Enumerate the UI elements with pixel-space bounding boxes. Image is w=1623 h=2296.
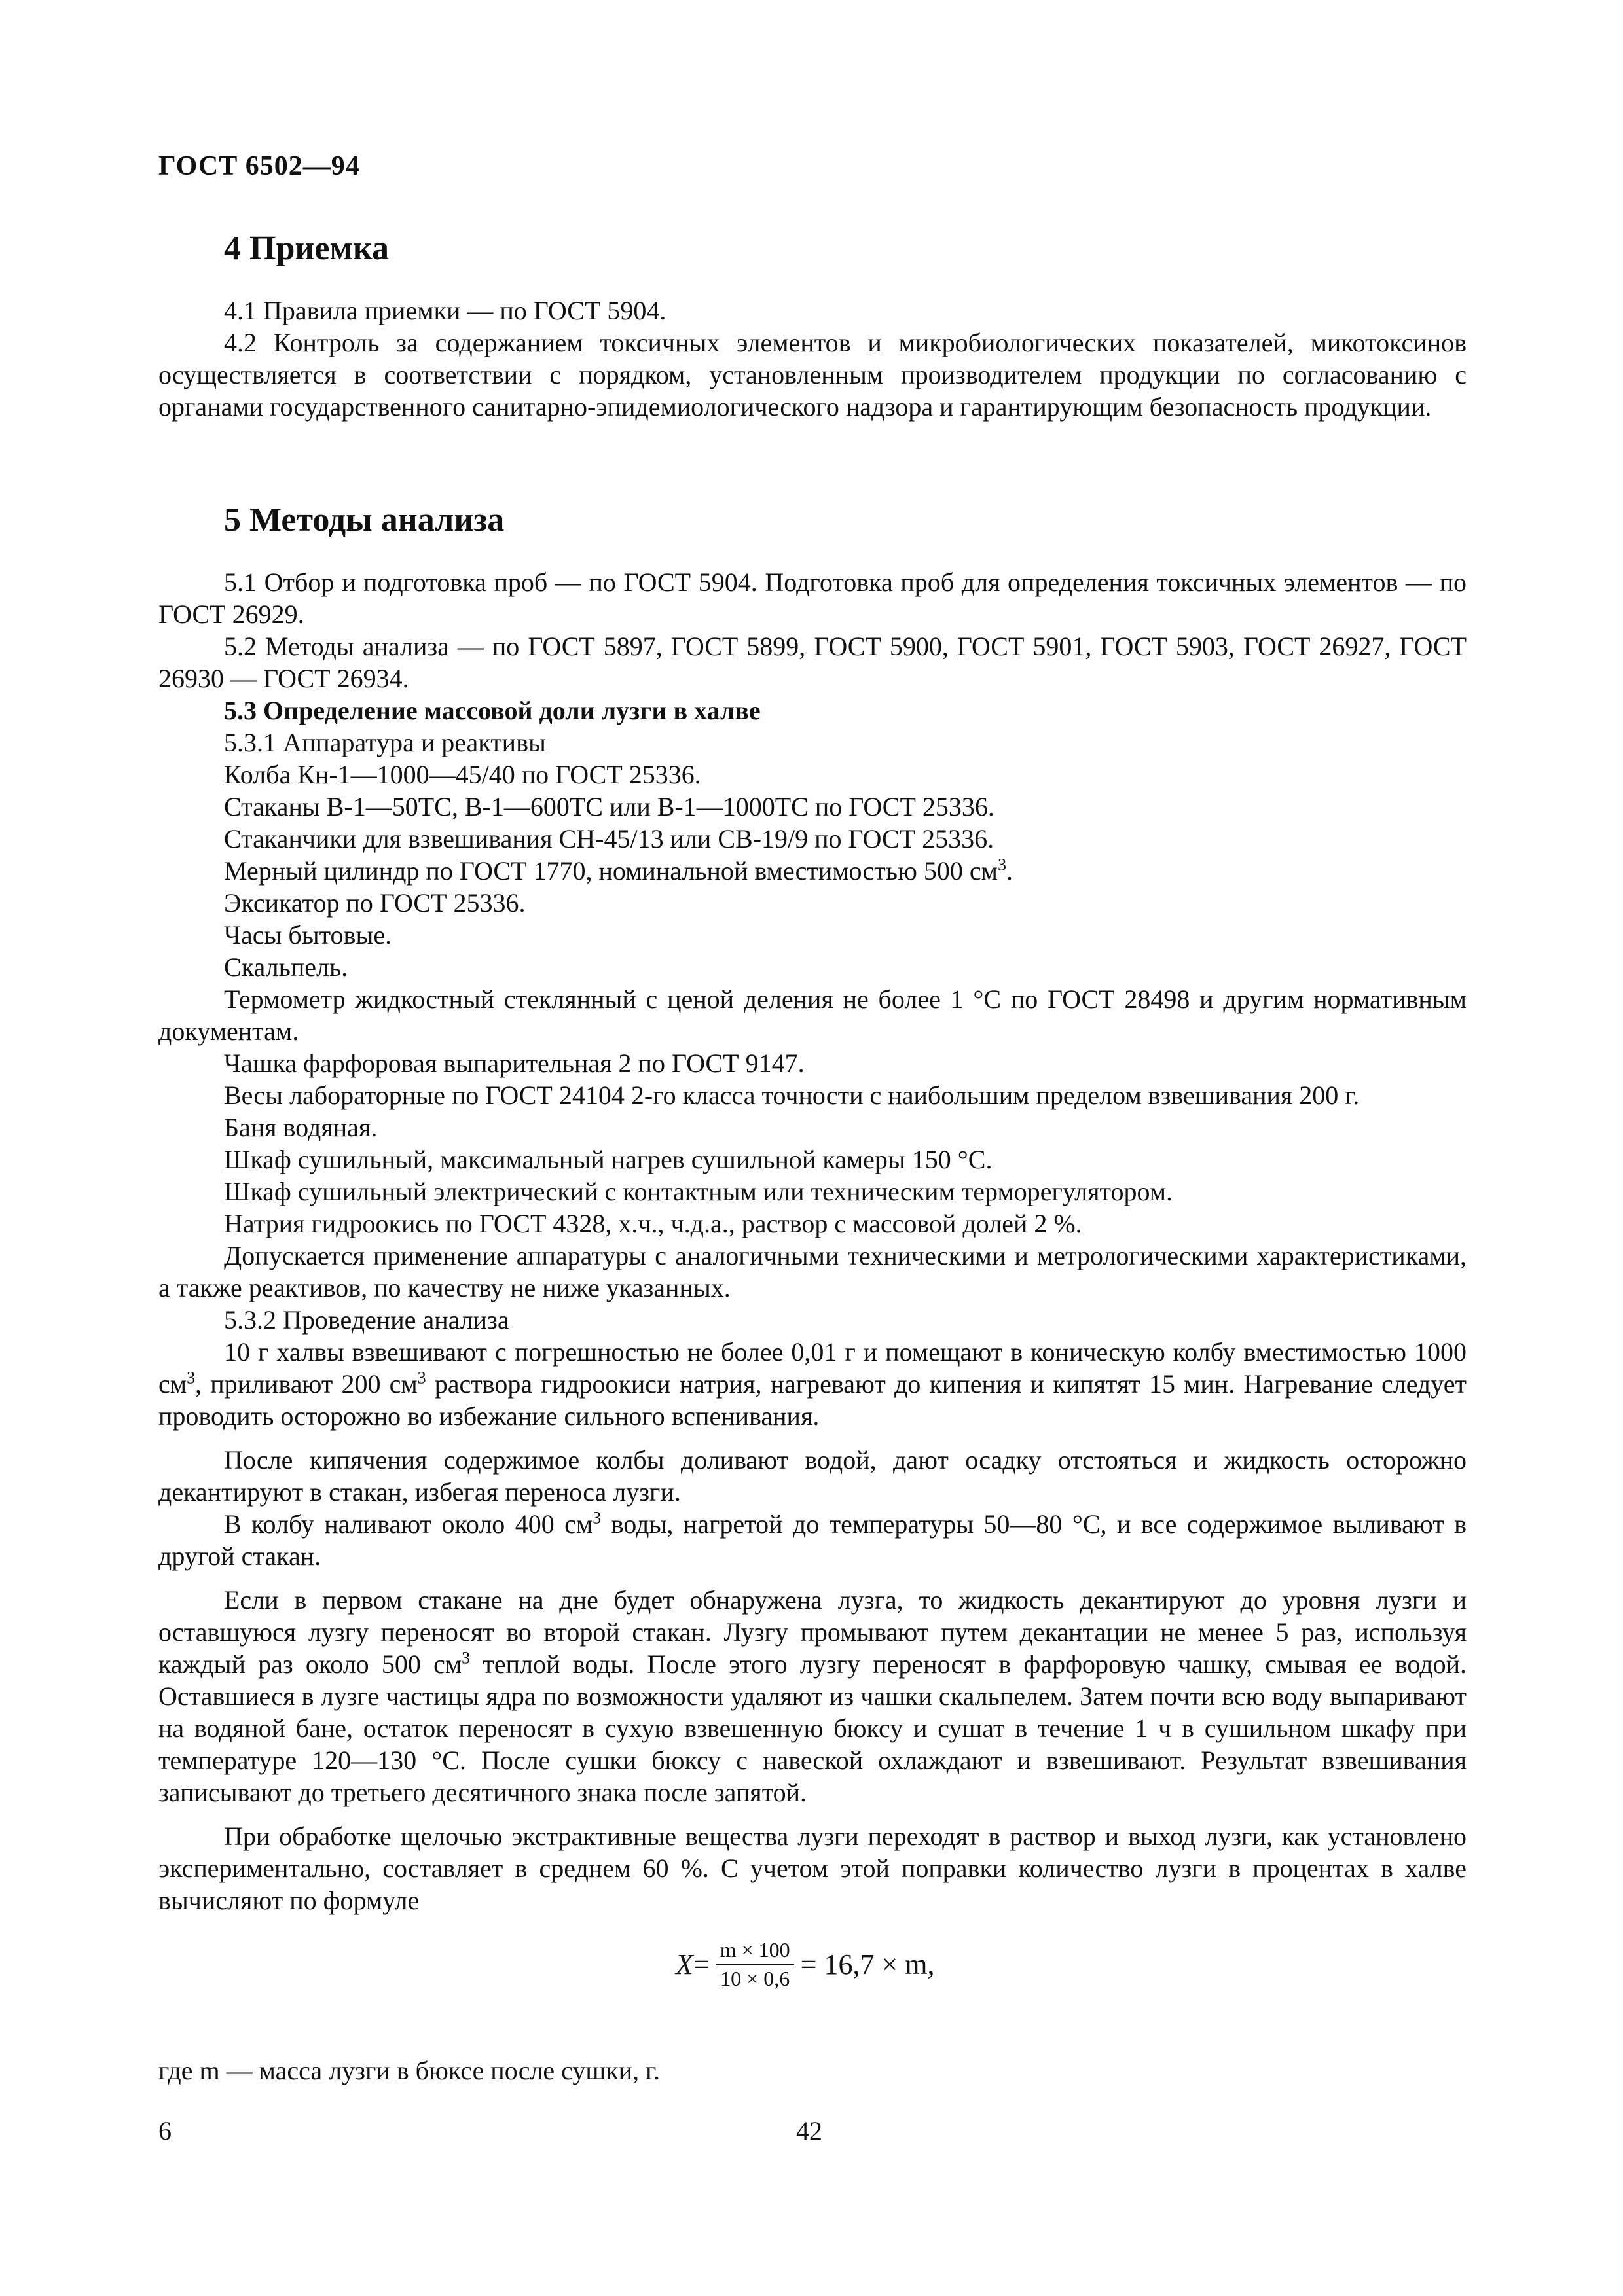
document-header: ГОСТ 6502—94 bbox=[158, 151, 360, 181]
list-item-clock: Часы бытовые. bbox=[224, 920, 392, 950]
formula-fraction bbox=[716, 1937, 794, 1991]
formula-legend: где m — масса лузги в бюксе после сушки, г. bbox=[158, 2056, 660, 2085]
paragraph-4-1: 4.1 Правила приемки — по ГОСТ 5904. bbox=[224, 296, 666, 325]
formula-equals: = bbox=[693, 1948, 710, 1981]
paragraph-5-3-2: 5.3.2 Проведение анализа bbox=[224, 1305, 509, 1335]
formula-result: = 16,7 × m, bbox=[800, 1948, 935, 1981]
section-4-title: 4 Приемка bbox=[224, 230, 390, 267]
formula bbox=[676, 1937, 935, 1991]
paragraph-procedure-3: В колбу наливают около 400 $см^3$ воды, нагретой до температуры 50—80 °С, и все содержимое выливают в другой стакан. bbox=[158, 1508, 1467, 1571]
list-item-scales: Весы лабораторные по ГОСТ 24104 2-го класса точности с наибольшим пределом взвешивания 200 г. bbox=[224, 1081, 1360, 1110]
paragraph-procedure-1: 10 г халвы взвешивают с погрешностью не более 0,01 г и помещают в коническую колбу вместимостью 1000 $см^3$, приливают 200 $см^3$ раствора гидроокиси натрия, нагревают до кипения и кипятят 15 мин. Нагревание следует проводить осторожно во избежание сильного вспенивания. bbox=[158, 1337, 1467, 1431]
list-item-beakers: Стаканы В-1—50ТС, В-1—600ТС или В-1—1000ТС по ГОСТ 25336. bbox=[224, 792, 994, 821]
paragraph-5-3-1: 5.3.1 Аппаратура и реактивы bbox=[224, 728, 546, 757]
paragraph-equivalents: Допускается применение аппаратуры с аналогичными техническими и метрологическими характеристиками, а также реактивов, по качеству не ниже указанных. bbox=[158, 1241, 1467, 1302]
list-item-porcelain-dish: Чашка фарфоровая выпарительная 2 по ГОСТ 9147. bbox=[224, 1049, 805, 1078]
list-item-electric-drying-cabinet: Шкаф сушильный электрический с контактным или техническим терморегулятором. bbox=[224, 1177, 1173, 1206]
list-item-flask: Колба Кн-1—1000—45/40 по ГОСТ 25336. bbox=[224, 760, 701, 789]
list-item-desiccator: Эксикатор по ГОСТ 25336. bbox=[224, 888, 526, 918]
page-number-left: 6 bbox=[158, 2116, 172, 2145]
list-item-cylinder: Мерный цилиндр по ГОСТ 1770, номинальной вместимостью 500 $см^3$. bbox=[224, 855, 1013, 886]
page-number-center: 42 bbox=[796, 2116, 822, 2145]
list-item-drying-cabinet: Шкаф сушильный, максимальный нагрев сушильной камеры 150 °С. bbox=[224, 1145, 993, 1174]
paragraph-5-2: 5.2 Методы анализа — по ГОСТ 5897, ГОСТ 5899, ГОСТ 5900, ГОСТ 5901, ГОСТ 5903, ГОСТ 26927, ГОСТ 26930 — ГОСТ 26934. bbox=[158, 632, 1467, 693]
list-item-weighing-cups: Стаканчики для взвешивания СН-45/13 или СВ-19/9 по ГОСТ 25336. bbox=[224, 824, 994, 853]
paragraph-5-1: 5.1 Отбор и подготовка проб — по ГОСТ 5904. Подготовка проб для определения токсичных элементов — по ГОСТ 26929. bbox=[158, 567, 1467, 629]
subsection-5-3-title: 5.3 Определение массовой доли лузги в халве bbox=[224, 696, 761, 725]
list-item-sodium-hydroxide: Натрия гидроокись по ГОСТ 4328, х.ч., ч.д.а., раствор с массовой долей 2 %. bbox=[224, 1209, 1082, 1238]
paragraph-procedure-4: Если в первом стакане на дне будет обнаружена лузга, то жидкость декантируют до уровня лузги и оставшуюся лузгу переносят во второй стакан. Лузгу промывают путем декантации не менее 5 раз, используя каждый раз около 500 $см^3$ теплой воды. После этого лузгу переносят в фарфоровую чашку, смывая ее водой. Оставшиеся в лузге частицы ядра по возможности удаляют из чашки скальпелем. Затем почти всю воду выпаривают на водяной бане, остаток переносят в сухую взвешенную бюксу и сушат в течение 1 ч в сушильном шкафу при температуре 120—130 °С. После сушки бюксу с навеской охлаждают и взвешивают. Результат взвешивания записывают до третьего десятичного знака после запятой. bbox=[158, 1585, 1467, 1807]
paragraph-procedure-2: После кипячения содержимое колбы доливают водой, дают осадку отстояться и жидкость осторожно декантируют в стакан, избегая переноса лузги. bbox=[158, 1445, 1467, 1507]
paragraph-calculation: При обработке щелочью экстрактивные вещества лузги переходят в раствор и выход лузги, как установлено экспериментально, составляет в среднем 60 %. С учетом этой поправки количество лузги в процентах в халве вычисляют по формуле bbox=[158, 1821, 1467, 1915]
section-5-body bbox=[158, 566, 1467, 1916]
section-5-title: 5 Методы анализа bbox=[224, 501, 505, 539]
formula-numerator: m × 100 bbox=[716, 1937, 794, 1965]
paragraph-4-2: 4.2 Контроль за содержанием токсичных элементов и микробиологических показателей, микотоксинов осуществляется в соответствии с порядком, установленным производителем продукции по согласованию с органами государственного санитарно-эпидемиологического надзора и гарантирующим безопасность продукции. bbox=[158, 328, 1467, 422]
formula-denominator: 10 × 0,6 bbox=[720, 1967, 790, 1990]
section-4-body bbox=[158, 295, 1467, 423]
formula-lhs: X bbox=[676, 1948, 693, 1981]
list-item-scalpel: Скальпель. bbox=[224, 952, 348, 982]
list-item-thermometer: Термометр жидкостный стеклянный с ценой деления не более 1 °С по ГОСТ 28498 и другим нормативным документам. bbox=[158, 984, 1467, 1046]
list-item-water-bath: Баня водяная. bbox=[224, 1113, 378, 1142]
